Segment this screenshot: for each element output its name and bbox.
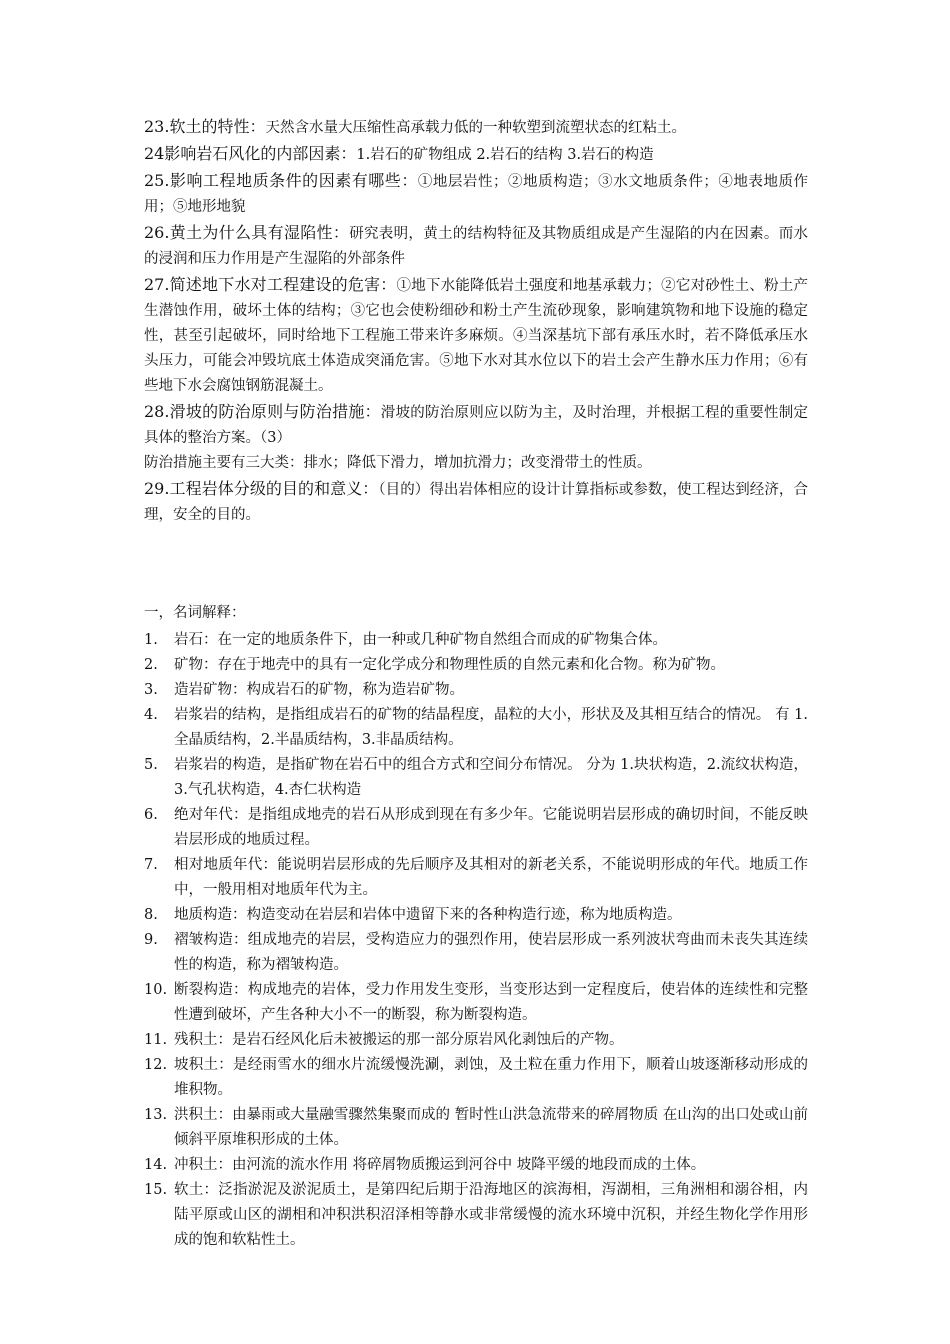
list-item [144, 628, 808, 653]
item-text: 软土：泛指淤泥及淤泥质土，是第四纪后期于沿海地区的滨海相，泻湖相，三角洲相和溺谷相，内陆平原或山区的湖相和冲积洪积沼泽相等静水或非常缓慢的流水环境中沉积，并经生物化学作用形成的饱和软粘性土。 [174, 1182, 808, 1248]
item-number: 11. [144, 1032, 168, 1048]
qa-item-28 [144, 399, 808, 451]
item-number: 8. [144, 907, 158, 923]
item-text: 褶皱构造：组成地壳的岩层，受构造应力的强烈作用，使岩层形成一系列波状弯曲而未丧失其连续性的构造，称为褶皱构造。 [174, 932, 808, 973]
item-text: 相对地质年代：能说明岩层形成的先后顺序及其相对的新老关系，不能说明形成的年代。地质工作中，一般用相对地质年代为主。 [174, 857, 808, 898]
item-text: 洪积土：由暴雨或大量融雪骤然集聚而成的 暂时性山洪急流带来的碎屑物质 在山沟的出口处或山前倾斜平原堆积形成的土体。 [174, 1107, 808, 1148]
list-item [144, 803, 808, 853]
list-item [144, 703, 808, 753]
item-text: 地质构造：构造变动在岩层和岩体中遗留下来的各种构造行迹，称为地质构造。 [174, 907, 682, 923]
item-number: 9. [144, 932, 158, 948]
qa-heading: 28.滑坡的防治原则与防治措施： [144, 402, 381, 421]
qa-heading: 26.黄土为什么具有湿陷性： [144, 223, 350, 242]
item-text: 造岩矿物：构成岩石的矿物，称为造岩矿物。 [174, 682, 464, 698]
item-number: 15. [144, 1182, 168, 1198]
item-text: 残积土：是岩石经风化后未被搬运的那一部分原岩风化剥蚀后的产物。 [174, 1032, 624, 1048]
definition-list [144, 628, 808, 1253]
item-number: 14. [144, 1157, 168, 1173]
qa-body: 研究表明，黄土的结构特征及其物质组成是产生湿陷的内在因素。而水的浸润和压力作用是产生湿陷的外部条件 [144, 226, 809, 267]
qa-heading: 24影响岩石风化的内部因素： [144, 144, 357, 163]
list-item [144, 978, 808, 1028]
item-number: 12. [144, 1057, 168, 1073]
item-number: 5. [144, 757, 158, 773]
item-text: 坡积土：是经雨雪水的细水片流缓慢洗涮，剥蚀，及土粒在重力作用下，顺着山坡逐渐移动形成的堆积物。 [174, 1057, 808, 1098]
qa-heading: 27.简述地下水对工程建设的危害： [144, 275, 397, 294]
list-item [144, 1053, 808, 1103]
list-item [144, 753, 808, 803]
list-item [144, 1178, 808, 1253]
list-item [144, 1153, 808, 1178]
item-text: 断裂构造：构成地壳的岩体，受力作用发生变形，当变形达到一定程度后，使岩体的连续性和完整性遭到破坏，产生各种大小不一的断裂，称为断裂构造。 [174, 982, 808, 1023]
item-number: 13. [144, 1107, 168, 1123]
qa-item-29 [144, 476, 808, 528]
qa-item-27 [144, 272, 808, 399]
qa-item-28-measures [144, 451, 808, 476]
list-item [144, 678, 808, 703]
item-number: 1. [144, 632, 158, 648]
qa-body: （目的）得出岩体相应的设计计算指标或参数，使工程达到经济，合理，安全的目的。 [144, 482, 808, 523]
qa-body: ①地层岩性；②地质构造；③水文地质条件；④地表地质作用；⑤地形地貌 [144, 174, 808, 215]
list-item [144, 1028, 808, 1053]
item-text: 矿物：存在于地壳中的具有一定化学成分和物理性质的自然元素和化合物。称为矿物。 [174, 657, 725, 673]
qa-item-26 [144, 220, 808, 272]
qa-heading: 25.影响工程地质条件的因素有哪些： [144, 171, 418, 190]
qa-item-24 [144, 141, 808, 168]
item-text: 岩石：在一定的地质条件下，由一种或几种矿物自然组合而成的矿物集合体。 [174, 632, 667, 648]
item-number: 6. [144, 807, 158, 823]
item-number: 7. [144, 857, 158, 873]
qa-body: 防治措施主要有三大类：排水；降低下滑力，增加抗滑力；改变滑带土的性质。 [144, 455, 652, 471]
qa-heading: 23.软土的特性： [144, 117, 266, 136]
list-item [144, 903, 808, 928]
qa-section [144, 114, 808, 528]
list-item [144, 653, 808, 678]
qa-body: 1.岩石的矿物组成 2.岩石的结构 3.岩石的构造 [356, 147, 654, 163]
list-item [144, 1103, 808, 1153]
item-text: 冲积土：由河流的流水作用 将碎屑物质搬运到河谷中 坡降平缓的地段而成的土体。 [174, 1157, 706, 1173]
item-text: 绝对年代：是指组成地壳的岩石从形成到现在有多少年。它能说明岩层形成的确切时间，不能反映岩层形成的地质过程。 [174, 807, 808, 848]
item-number: 2. [144, 657, 158, 673]
item-text: 岩浆岩的构造，是指矿物在岩石中的组合方式和空间分布情况。 分为 1.块状构造，2.流纹状构造，3.气孔状构造，4.杏仁状构造 [174, 757, 808, 798]
item-number: 3. [144, 682, 158, 698]
document-content [144, 114, 808, 1253]
item-number: 4. [144, 707, 158, 723]
list-item [144, 928, 808, 978]
item-text: 岩浆岩的结构，是指组成岩石的矿物的结晶程度，晶粒的大小，形状及及其相互结合的情况。 有 1.全晶质结构，2.半晶质结构，3.非晶质结构。 [174, 707, 808, 748]
item-number: 10. [144, 982, 168, 998]
section-title: 一，名词解释： [144, 605, 246, 621]
section-spacer [144, 528, 808, 600]
qa-item-25 [144, 168, 808, 220]
qa-item-23 [144, 114, 808, 141]
list-item [144, 853, 808, 903]
qa-body: 天然含水量大压缩性高承载力低的一种软塑到流塑状态的红粘土。 [265, 120, 686, 136]
qa-heading: 29.工程岩体分级的目的和意义： [144, 479, 379, 498]
qa-body: ①地下水能降低岩土强度和地基承载力；②它对砂性土、粉土产生潜蚀作用，破坏土体的结构；③它也会使粉细砂和粉土产生流砂现象，影响建筑物和地下设施的稳定性，甚至引起破坏，同时给地下工程施工带来许多麻烦。④当深基坑下部有承压水时，若不降低承压水头压力，可能会冲毁坑底土体造成突涌危害。⑤地下水对其水位以下的岩土会产生静水压力作用；⑥有些地下水会腐蚀钢筋混凝土。 [144, 278, 808, 394]
qa-body: 滑坡的防治原则应以防为主，及时治理，并根据工程的重要性制定具体的整治方案。（3） [144, 405, 808, 446]
